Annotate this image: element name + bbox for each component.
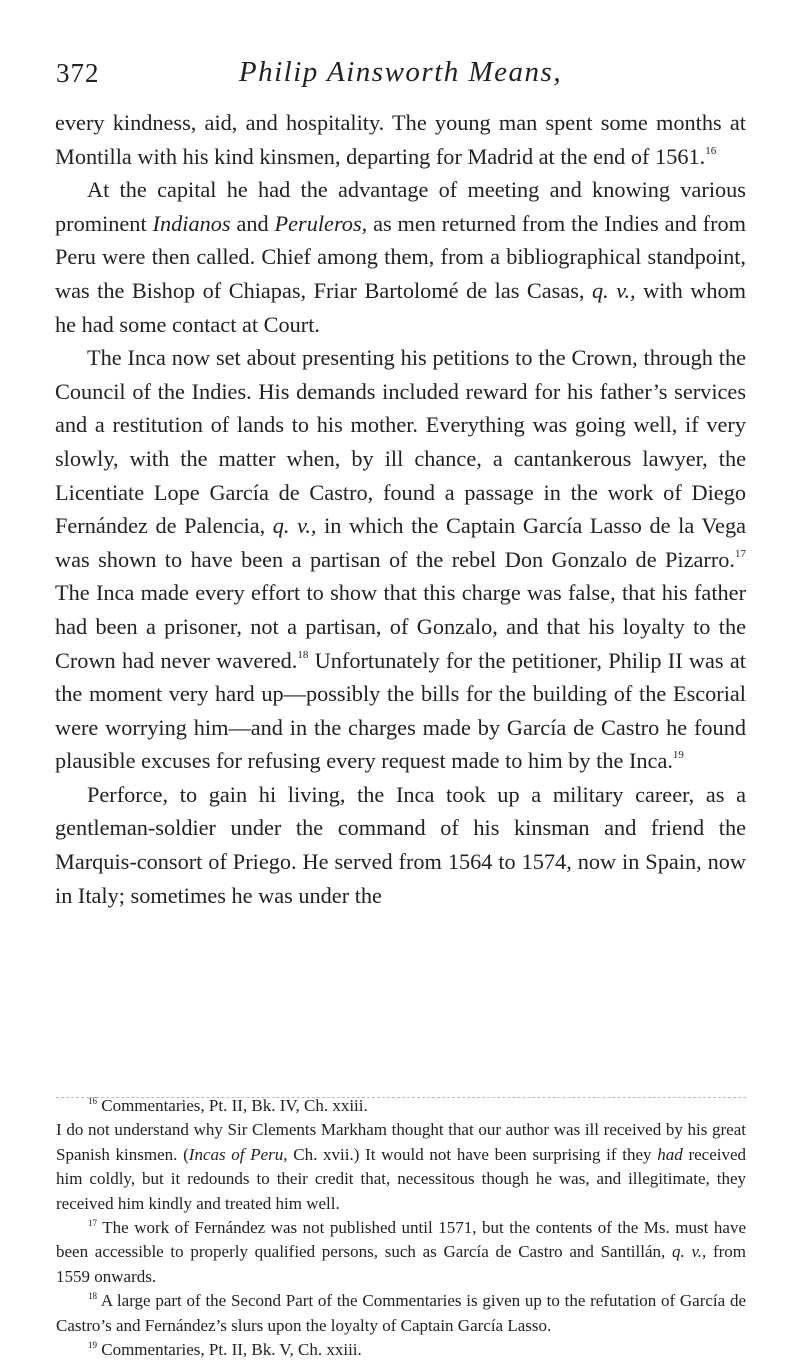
footnote-ref-19[interactable]: 19	[672, 749, 684, 762]
body-text	[55, 106, 746, 912]
footnotes	[56, 1094, 746, 1362]
running-head: Philip Ainsworth Means,	[238, 56, 563, 88]
paragraph-4: Perforce, to gain hi living, the Inca took up a military career, as a gentleman-soldier under the command of his kinsman and friend the Marquis-consort of Priego. He served from 1564 to 1574, now in Spain, now in Italy; sometimes he was under the	[55, 781, 746, 908]
paragraph-2: At the capital he had the advantage of meeting and knowing various prominent Indianos and Peruleros, as men returned from the Indies and from Peru were then called. Chief among them, from a bibliographical standpoint, was the Bishop of Chiapas, Friar Bartolomé de las Casas, q. v., with whom he had some contact at Court.	[55, 177, 747, 337]
footnote-16: $^{16}$ Commentaries, Pt. II, Bk. IV, Ch. xxiii.	[88, 1096, 368, 1115]
paragraph-3: The Inca now set about presenting his petitions to the Crown, through the Council of the Indies. His demands included reward for his father’s services and a restitution of lands to his mother. Everything was going well, if very slowly, with the matter when, by ill chance, a cantankerous lawyer, the Licentiate Lope García de Castro, found a passage in the work of Diego Fernández de Palencia, q. v., in which the Captain García Lasso de la Vega was shown to have been a partisan of the rebel Don Gonzalo de Pizarro.$^{17}$ The Inca made every effort to show that this charge was false, that his father had been a prisoner, not a partisan, of Gonzalo, and that his loyalty to the Crown had never wavered.$^{18}$ Unfortunately for the petitioner, Philip II was at the moment very hard up—possibly the bills for the building of the Escorial were worrying him—and in the charges made by García de Castro he found plausible excuses for refusing every request made to him by the Inca.$^{19}$	[55, 345, 747, 774]
footnote-16-continued: I do not understand why Sir Clements Markham thought that our author was ill received by his great Spanish kinsmen. (Incas of Peru, Ch. xvii.) It would not have been surprising if they had received him coldly, but it redounds to their credit that, necessitous though he was, and illegitimate, they received him kindly and treated him well.	[56, 1120, 747, 1213]
footnote-17: $^{17}$ The work of Fernández was not published until 1571, but the contents of the Ms. must have been accessible to properly qualified persons, such as García de Castro and Santillán, q. v., from 1559 onwards.	[56, 1218, 746, 1286]
page-header	[56, 50, 745, 90]
page-number: 372	[56, 58, 100, 88]
paragraph-1: every kindness, aid, and hospitality. The young man spent some months at Montilla with his kind kinsmen, departing for Madrid at the end of 1561.16	[55, 110, 746, 169]
footnote-ref-18[interactable]: 18	[297, 648, 309, 661]
footnote-ref-16[interactable]: 16	[705, 144, 717, 157]
footnote-18: $^{18}$ A large part of the Second Part of the Commentaries is given up to the refutation of García de Castro’s and Fernández’s slurs upon the loyalty of Captain García Lasso.	[56, 1291, 747, 1335]
footnote-ref-17[interactable]: 17	[735, 547, 746, 560]
footnote-19: $^{19}$ Commentaries, Pt. II, Bk. V, Ch. xxiii.	[88, 1340, 362, 1360]
